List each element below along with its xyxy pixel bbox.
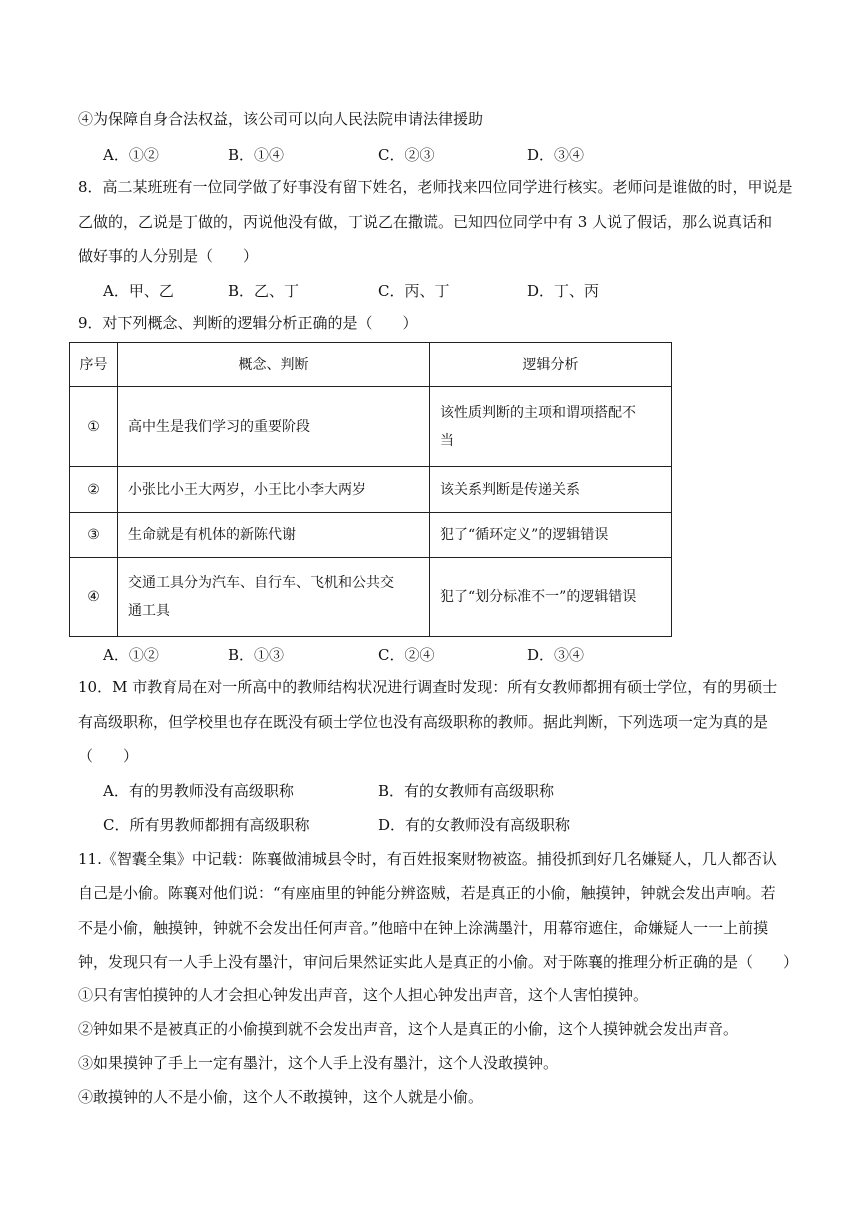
row-analysis: 该关系判断是传递关系 bbox=[430, 467, 672, 513]
q9-stem: 9．对下列概念、判断的逻辑分析正确的是（ ） bbox=[78, 314, 418, 332]
q10-option-a: A．有的男教师没有高级职称 bbox=[103, 782, 294, 800]
q9-logic-table bbox=[69, 342, 672, 637]
row-number: ③ bbox=[70, 513, 118, 558]
row-analysis: 犯了“循环定义”的逻辑错误 bbox=[430, 513, 672, 558]
table-row bbox=[70, 467, 672, 513]
row-analysis-line-1: 该性质判断的主项和谓项搭配不 bbox=[440, 404, 636, 421]
q10-stem-line-2: 有高级职称，但学校里也存在既没有硕士学位也没有高级职称的教师。据此判断，下列选项一定为真的是 bbox=[78, 713, 769, 731]
q7-option-a: A．①② bbox=[103, 146, 159, 164]
row-judgement: 小张比小王大两岁，小王比小李大两岁 bbox=[118, 467, 430, 513]
table-row bbox=[70, 387, 672, 467]
q11-statement-1: ①只有害怕摸钟的人才会担心钟发出声音，这个人担心钟发出声音，这个人害怕摸钟。 bbox=[78, 986, 649, 1004]
row-number: ② bbox=[70, 467, 118, 513]
q11-stem-line-4: 钟，发现只有一人手上没有墨汁，审问后果然证实此人是真正的小偷。对于陈襄的推理分析正确的是（ ） bbox=[78, 953, 799, 971]
q10-option-c: C．所有男教师都拥有高级职称 bbox=[103, 816, 310, 834]
table-row bbox=[70, 558, 672, 637]
q11-statement-2: ②钟如果不是被真正的小偷摸到就不会发出声音，这个人是真正的小偷，这个人摸钟就会发出声音。 bbox=[78, 1020, 739, 1038]
header-analysis: 逻辑分析 bbox=[430, 343, 672, 387]
q10-stem-line-3: （ ） bbox=[78, 747, 139, 765]
q10-option-b: B．有的女教师有高级职称 bbox=[378, 782, 555, 800]
row-analysis-line-2: 当 bbox=[440, 432, 454, 449]
row-number: ④ bbox=[70, 558, 118, 637]
q11-stem-line-3: 不是小偷，触摸钟，钟就不会发出任何声音。”他暗中在钟上涂满墨汁，用幕帘遮住，命嫌疑人一一上前摸 bbox=[78, 919, 769, 937]
row-analysis bbox=[430, 387, 672, 467]
row-judgement: 高中生是我们学习的重要阶段 bbox=[118, 387, 430, 467]
row-judgement-line-1: 交通工具分为汽车、自行车、飞机和公共交 bbox=[128, 575, 394, 591]
table-row bbox=[70, 513, 672, 558]
q8-stem-line-3: 做好事的人分别是（ ） bbox=[78, 247, 259, 265]
q7-option-c: C．②③ bbox=[378, 146, 435, 164]
q11-stem-line-1: 11.《智囊全集》中记载：陈襄做浦城县令时，有百姓报案财物被盗。捕役抓到好几名嫌疑人，几人都否认 bbox=[78, 850, 777, 868]
q10-option-d: D．有的女教师没有高级职称 bbox=[378, 816, 571, 834]
q7-option-d: D．③④ bbox=[527, 146, 585, 164]
q11-statement-3: ③如果摸钟了手上一定有墨汁，这个人手上没有墨汁，这个人没敢摸钟。 bbox=[78, 1054, 559, 1072]
q8-option-d: D．丁、丙 bbox=[527, 282, 600, 300]
q7-statement-4: ④为保障自身合法权益，该公司可以向人民法院申请法律援助 bbox=[78, 110, 484, 128]
row-judgement-line-2: 通工具 bbox=[128, 603, 170, 619]
q8-option-a: A．甲、乙 bbox=[103, 282, 174, 300]
q11-stem-line-2: 自己是小偷。陈襄对他们说：“有座庙里的钟能分辨盗贼，若是真正的小偷，触摸钟，钟就会发出声响。若 bbox=[78, 884, 776, 902]
q9-option-b: B．①③ bbox=[228, 646, 285, 664]
q9-option-d: D．③④ bbox=[527, 646, 585, 664]
header-number: 序号 bbox=[70, 343, 118, 387]
table-header-row bbox=[70, 343, 672, 387]
row-judgement: 生命就是有机体的新陈代谢 bbox=[118, 513, 430, 558]
header-judgement: 概念、判断 bbox=[118, 343, 430, 387]
q10-stem-line-1: 10．M 市教育局在对一所高中的教师结构状况进行调查时发现：所有女教师都拥有硕士学位，有的男硕士 bbox=[78, 678, 778, 696]
q9-option-c: C．②④ bbox=[378, 646, 435, 664]
row-judgement bbox=[118, 558, 430, 637]
row-number: ① bbox=[70, 387, 118, 467]
q7-option-b: B．①④ bbox=[228, 146, 285, 164]
row-analysis: 犯了“划分标准不一”的逻辑错误 bbox=[430, 558, 672, 637]
q8-stem-line-2: 乙做的，乙说是丁做的，丙说他没有做，丁说乙在撒谎。已知四位同学中有 3 人说了假话，那么说真话和 bbox=[78, 213, 773, 231]
q8-option-b: B．乙、丁 bbox=[228, 282, 300, 300]
q8-stem-line-1: 8．高二某班班有一位同学做了好事没有留下姓名，老师找来四位同学进行核实。老师问是谁做的时，甲说是 bbox=[78, 178, 793, 196]
q9-option-a: A．①② bbox=[103, 646, 159, 664]
q8-option-c: C．丙、丁 bbox=[378, 282, 450, 300]
q11-statement-4: ④敢摸钟的人不是小偷，这个人不敢摸钟，这个人就是小偷。 bbox=[78, 1088, 484, 1106]
